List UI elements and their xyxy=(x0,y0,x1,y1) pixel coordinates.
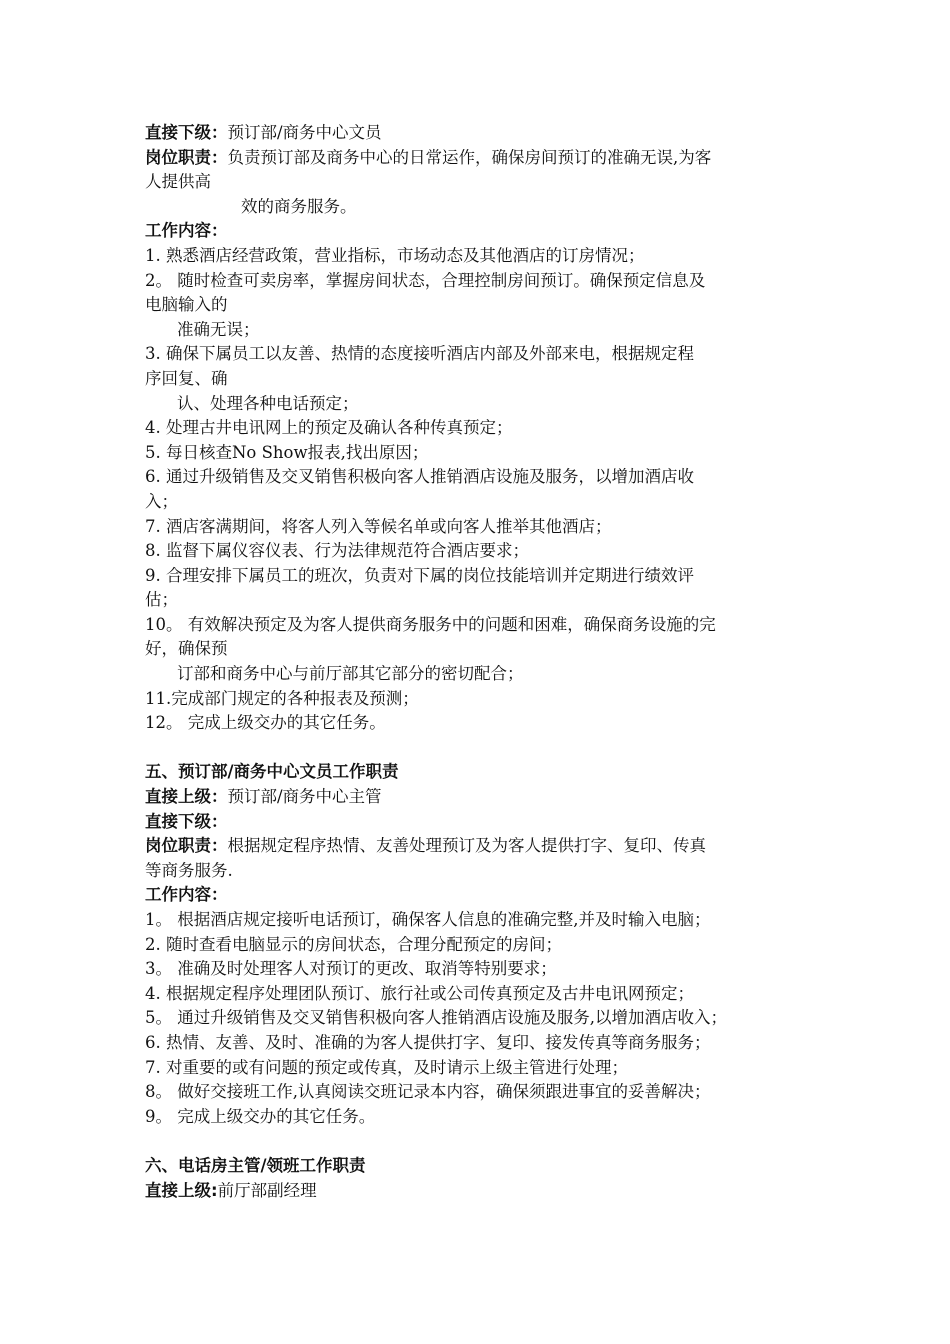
list-item-continued: 认、处理各种电话预定； xyxy=(177,393,359,413)
list-item: 3. 确保下属员工以友善、热情的态度接听酒店内部及外部来电，根据规定程 xyxy=(145,344,694,364)
list-item-wrap: 电脑输入的 xyxy=(145,295,228,315)
direct-superior-value: 前厅部副经理 xyxy=(217,1180,317,1200)
list-item: 8。 做好交接班工作,认真阅读交班记录本内容，确保须跟进事宜的妥善解决； xyxy=(145,1082,711,1102)
list-item: 1. 熟悉酒店经营政策，营业指标，市场动态及其他酒店的订房情况； xyxy=(145,245,645,265)
list-item-continued: 准确无误； xyxy=(177,319,260,339)
list-item: 4. 处理古井电讯网上的预定及确认各种传真预定； xyxy=(145,418,513,438)
document-page xyxy=(145,121,810,1203)
direct-subordinate-row xyxy=(145,121,810,146)
duty-text-continued: 效的商务服务。 xyxy=(241,196,357,216)
duty-label: 岗位职责： xyxy=(145,147,228,167)
list-item-wrap: 估； xyxy=(145,590,178,610)
list-item: 7. 对重要的或有问题的预定或传真，及时请示上级主管进行处理； xyxy=(145,1057,628,1077)
section-title: 六、电话房主管/领班工作职责 xyxy=(145,1155,366,1175)
direct-superior-value: 预订部/商务中心主管 xyxy=(227,787,382,807)
duty-row xyxy=(145,146,810,171)
list-item: 1。 根据酒店规定接听电话预订，确保客人信息的准确完整,并及时输入电脑； xyxy=(145,910,711,929)
list-item: 7. 酒店客满期间，将客人列入等候名单或向客人推举其他酒店； xyxy=(145,516,612,536)
duty-text-wrap: 人提供高 xyxy=(145,172,211,192)
list-item: 6. 热情、友善、及时、准确的为客人提供打字、复印、接发传真等商务服务； xyxy=(145,1032,711,1052)
direct-superior-row xyxy=(145,1179,810,1204)
work-content-label: 工作内容： xyxy=(145,221,228,241)
list-item: 11.完成部门规定的各种报表及预测； xyxy=(145,688,419,708)
duty-text-wrap: 等商务服务. xyxy=(145,860,233,880)
direct-subordinate-value: 预订部/商务中心文员 xyxy=(227,123,382,142)
direct-subordinate-label: 直接下级： xyxy=(145,811,228,831)
list-item: 2. 随时查看电脑显示的房间状态，合理分配预定的房间； xyxy=(145,934,562,954)
list-item: 8. 监督下属仪容仪表、行为法律规范符合酒店要求； xyxy=(145,541,529,561)
duty-row xyxy=(145,834,810,859)
list-item: 2。 随时检查可卖房率，掌握房间状态，合理控制房间预订。确保预定信息及 xyxy=(145,270,706,290)
list-item: 9。 完成上级交办的其它任务。 xyxy=(145,1106,376,1126)
spacer xyxy=(145,736,810,761)
work-content-label: 工作内容： xyxy=(145,885,228,905)
duty-label: 岗位职责： xyxy=(145,836,228,856)
section-title: 五、预订部/商务中心文员工作职责 xyxy=(145,762,399,782)
spacer xyxy=(145,1129,810,1154)
list-item: 3。 准确及时处理客人对预订的更改、取消等特别要求； xyxy=(145,959,557,979)
list-item: 5. 每日核查No Show报表,找出原因； xyxy=(145,442,429,462)
direct-superior-label: 直接上级: xyxy=(145,1180,218,1200)
list-item: 4. 根据规定程序处理团队预订、旅行社或公司传真预定及古井电讯网预定； xyxy=(145,983,694,1003)
list-item-continued: 订部和商务中心与前厅部其它部分的密切配合； xyxy=(177,664,524,684)
list-item-wrap: 好，确保预 xyxy=(145,639,228,659)
list-item-wrap: 入； xyxy=(145,491,178,511)
duty-text: 负责预订部及商务中心的日常运作，确保房间预订的准确无误,为客 xyxy=(227,147,712,167)
direct-superior-row xyxy=(145,785,810,810)
list-item: 9. 合理安排下属员工的班次，负责对下属的岗位技能培训并定期进行绩效评 xyxy=(145,565,694,585)
list-item: 5。 通过升级销售及交叉销售积极向客人推销酒店设施及服务,以增加酒店收入； xyxy=(145,1008,727,1028)
list-item: 12。 完成上级交办的其它任务。 xyxy=(145,713,386,733)
direct-subordinate-label: 直接下级： xyxy=(145,123,228,142)
list-item: 6. 通过升级销售及交叉销售积极向客人推销酒店设施及服务，以增加酒店收 xyxy=(145,467,694,487)
duty-text: 根据规定程序热情、友善处理预订及为客人提供打字、复印、传真 xyxy=(227,836,706,856)
list-item: 10。 有效解决预定及为客人提供商务服务中的问题和困难，确保商务设施的完 xyxy=(145,614,716,634)
list-item-wrap: 序回复、确 xyxy=(145,368,228,388)
direct-superior-label: 直接上级： xyxy=(145,787,228,807)
